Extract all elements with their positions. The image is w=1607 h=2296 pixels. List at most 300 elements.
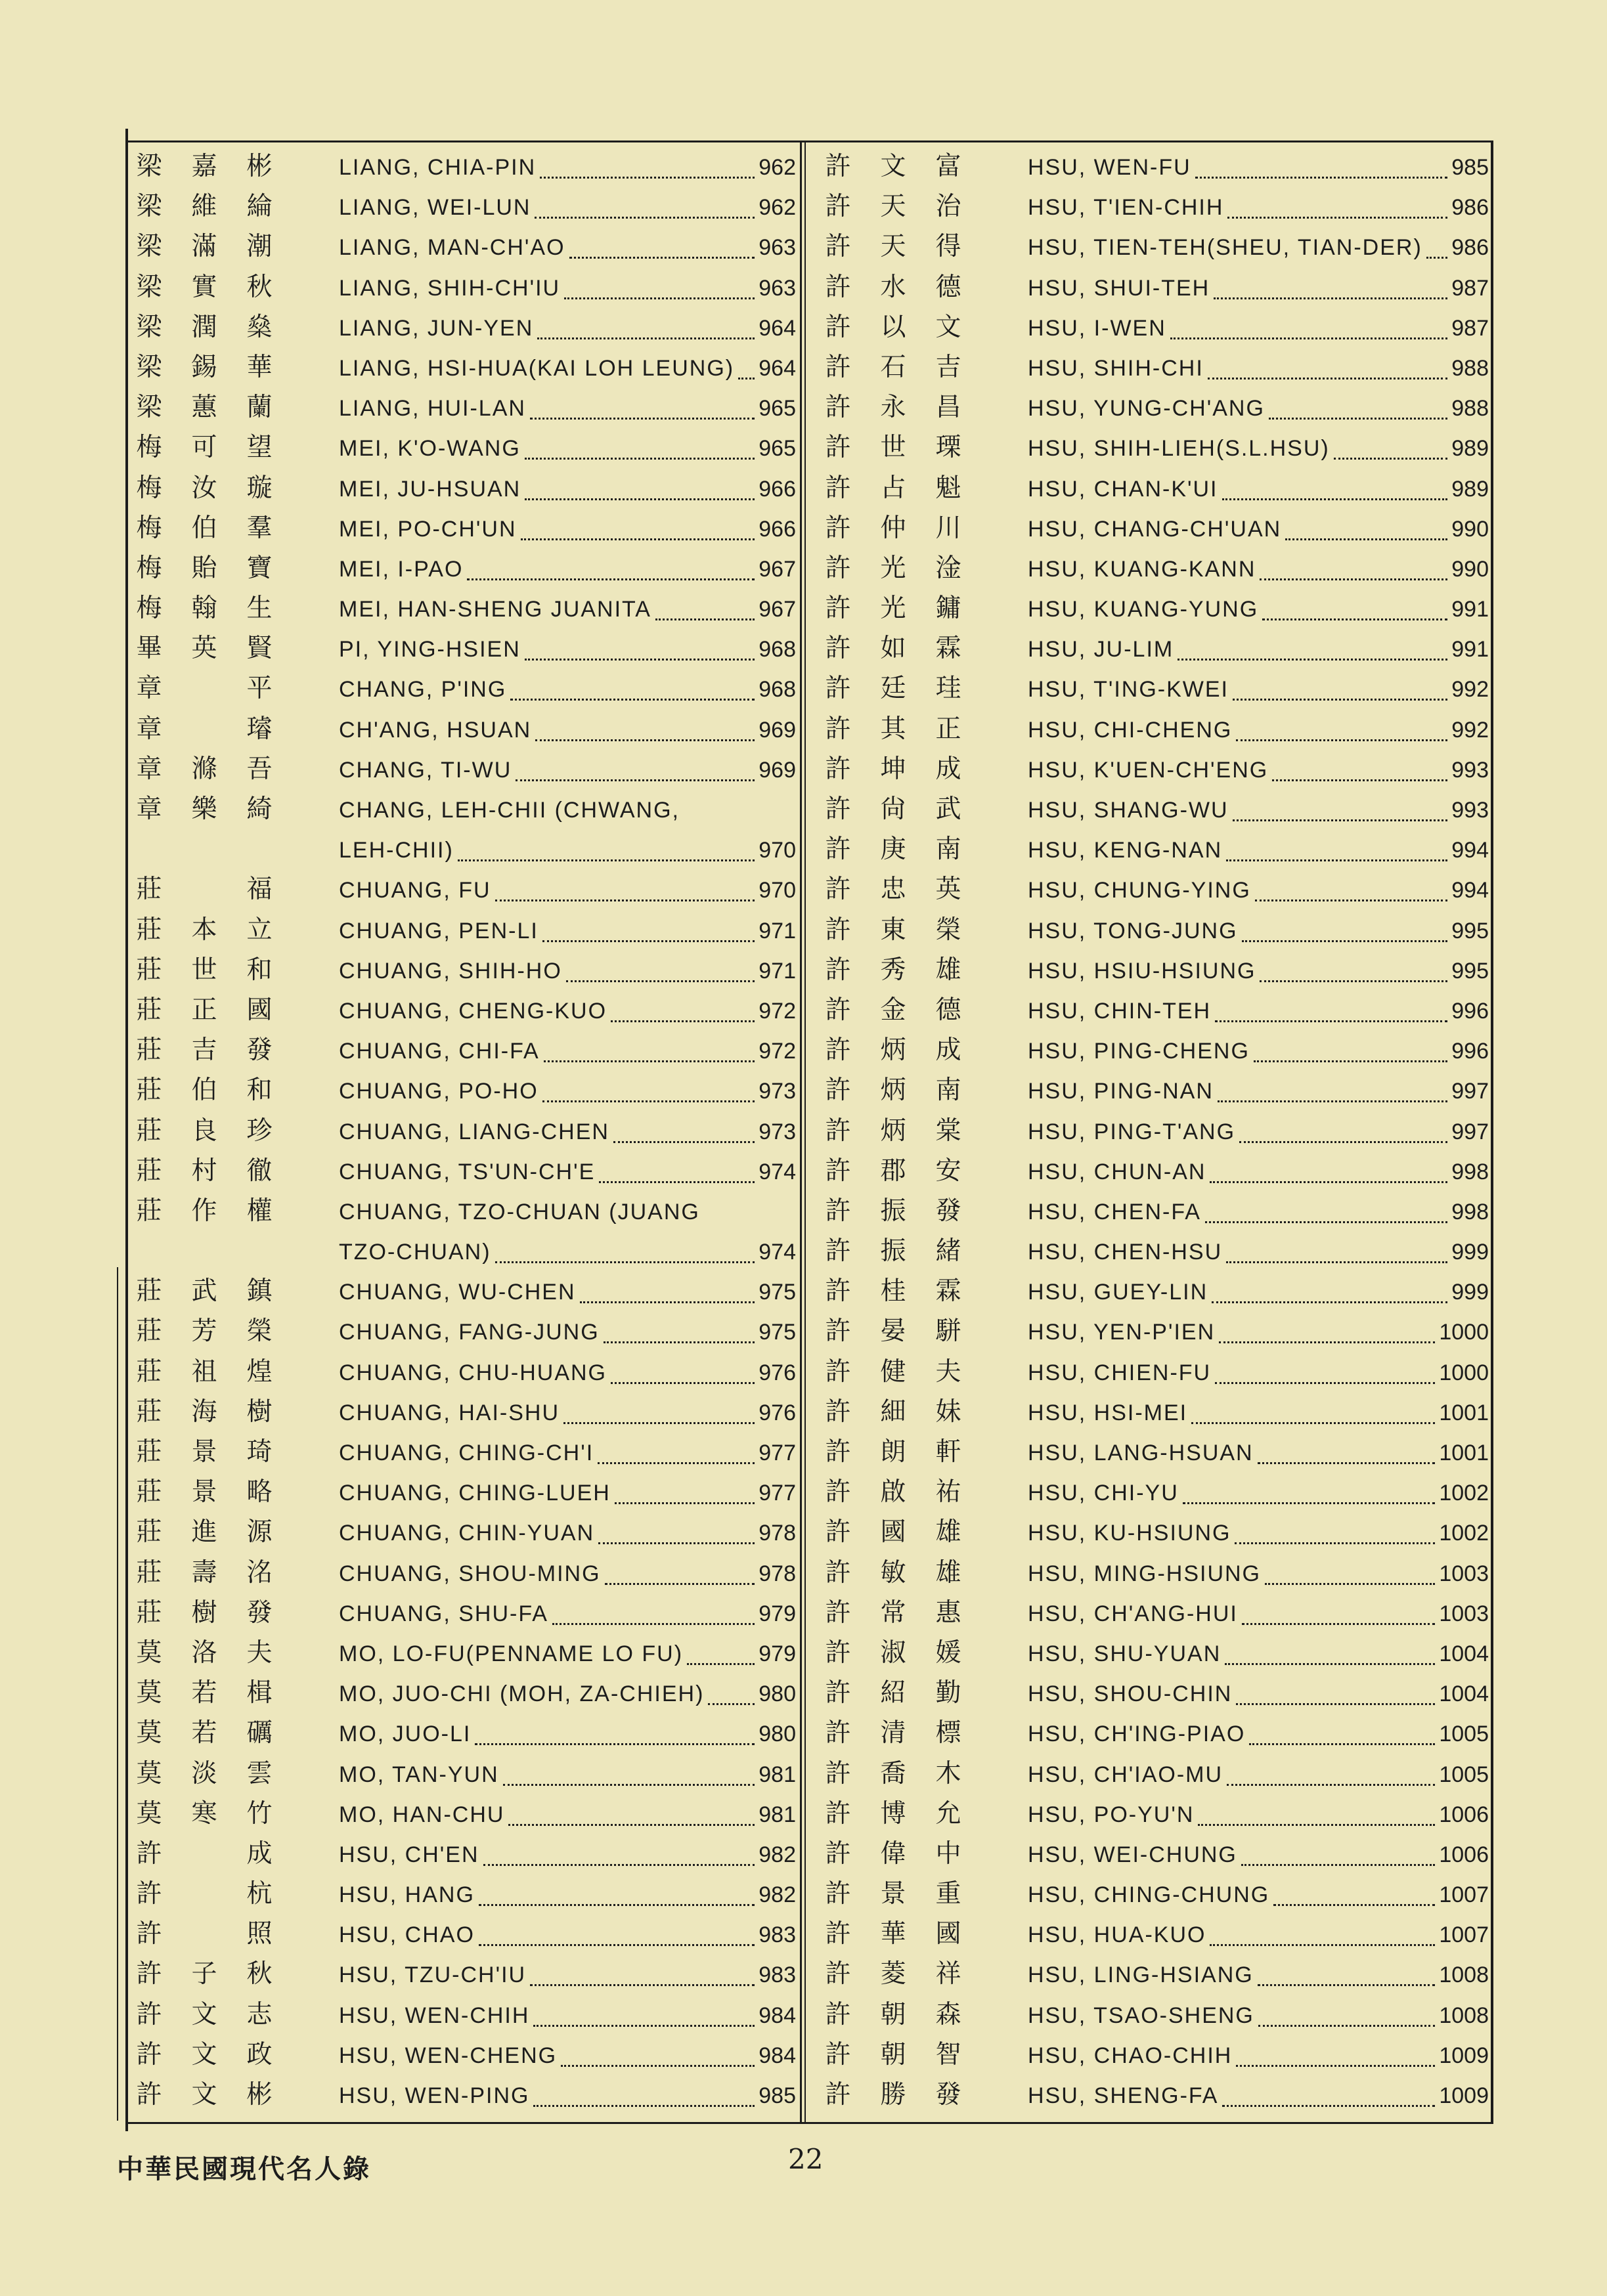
chinese-character: 淦 <box>935 553 961 583</box>
romanized-entry <box>339 1234 796 1270</box>
chinese-name <box>129 1555 280 1592</box>
leader-dots <box>495 898 755 901</box>
index-entry <box>818 1391 1489 1431</box>
page-reference: 989 <box>1451 436 1489 462</box>
chinese-character: 莫 <box>136 1798 162 1829</box>
romanized-entry <box>1028 1475 1489 1511</box>
chinese-character: 彬 <box>246 2080 273 2110</box>
index-entry <box>129 628 796 668</box>
page-reference: 989 <box>1451 476 1489 502</box>
leader-dots <box>1236 1701 1435 1705</box>
page-reference: 1001 <box>1439 1400 1489 1425</box>
chinese-character: 莫 <box>136 1637 162 1668</box>
page-number: 22 <box>788 2143 824 2175</box>
frame-top-rule <box>125 141 1493 142</box>
romanized-entry <box>1028 271 1489 306</box>
index-entry <box>818 708 1489 748</box>
index-entry <box>129 2074 796 2114</box>
chinese-character: 朗 <box>880 1437 906 1467</box>
chinese-character: 秀 <box>880 955 906 985</box>
left-column-index <box>129 146 796 2114</box>
romanized-entry <box>339 953 796 989</box>
chinese-character: 許 <box>825 1517 851 1548</box>
chinese-character: 許 <box>825 553 851 583</box>
romanized-entry <box>339 913 796 949</box>
leader-dots <box>598 1540 755 1544</box>
chinese-character: 略 <box>246 1477 273 1507</box>
romanized-name: CHUANG, CHU-HUANG <box>339 1360 607 1385</box>
page-reference: 1004 <box>1439 1681 1489 1707</box>
chinese-character: 尙 <box>880 794 906 824</box>
chinese-character: 子 <box>191 1959 217 1989</box>
chinese-name <box>129 1153 280 1190</box>
chinese-character: 炳 <box>880 1075 906 1106</box>
chinese-character: 健 <box>880 1356 906 1387</box>
romanized-entry <box>339 873 796 908</box>
leader-dots <box>1242 938 1448 942</box>
chinese-name <box>818 1715 969 1752</box>
chinese-character: 蘭 <box>246 393 273 423</box>
page-reference: 977 <box>759 1481 796 1506</box>
romanized-entry <box>1028 511 1489 547</box>
romanized-name: HSU, SHIH-CHI <box>1028 355 1204 381</box>
chinese-character: 木 <box>935 1758 961 1788</box>
index-entry <box>129 1712 796 1752</box>
leader-dots <box>521 536 755 540</box>
chinese-character: 世 <box>880 433 906 463</box>
leader-dots <box>1285 536 1447 540</box>
chinese-character: 成 <box>246 1838 273 1869</box>
chinese-name <box>818 912 969 949</box>
index-entry <box>129 1391 796 1431</box>
chinese-name <box>129 1273 280 1310</box>
chinese-character: 珍 <box>246 1116 273 1146</box>
page-reference: 1006 <box>1439 1842 1489 1867</box>
chinese-name <box>818 1916 969 1953</box>
romanized-entry <box>1028 993 1489 1029</box>
chinese-character: 莊 <box>136 1517 162 1548</box>
index-entry <box>818 668 1489 708</box>
page-reference: 995 <box>1451 918 1489 943</box>
chinese-character: 許 <box>136 2039 162 2069</box>
index-entry <box>818 1672 1489 1712</box>
romanized-name: MEI, I-PAO <box>339 556 464 582</box>
romanized-name: MEI, HAN-SHENG JUANITA <box>339 597 651 622</box>
chinese-character <box>184 831 225 868</box>
leader-dots <box>542 938 755 942</box>
page-reference: 983 <box>759 1922 796 1948</box>
index-entry <box>818 748 1489 789</box>
page-reference: 992 <box>1451 677 1489 703</box>
index-entry <box>129 387 796 427</box>
chinese-character: 照 <box>246 1919 273 1949</box>
right-column-index <box>818 146 1489 2114</box>
index-entry <box>818 1471 1489 1511</box>
leader-dots <box>611 1380 755 1384</box>
chinese-name <box>129 871 280 908</box>
chinese-character: 梁 <box>136 232 162 262</box>
chinese-character: 梁 <box>136 352 162 382</box>
leader-dots <box>1170 336 1447 339</box>
chinese-character: 章 <box>136 714 162 744</box>
chinese-character: 許 <box>825 754 851 784</box>
chinese-name <box>818 148 969 185</box>
leader-dots <box>530 416 755 420</box>
chinese-character: 許 <box>825 1035 851 1066</box>
chinese-character: 綸 <box>246 192 273 222</box>
romanized-entry <box>1028 1274 1489 1310</box>
leader-dots <box>1183 1500 1436 1504</box>
chinese-character: 標 <box>935 1718 961 1748</box>
index-entry <box>818 949 1489 989</box>
page-reference: 975 <box>759 1280 796 1305</box>
page-reference: 984 <box>759 2043 796 2068</box>
page-reference: 993 <box>1451 798 1489 823</box>
romanized-entry <box>1028 1957 1489 1993</box>
index-entry <box>129 1029 796 1070</box>
page-reference: 1003 <box>1439 1601 1489 1626</box>
romanized-entry <box>1028 2078 1489 2113</box>
romanized-name: MEI, JU-HSUAN <box>339 476 521 502</box>
page-reference: 973 <box>759 1079 796 1104</box>
chinese-character: 正 <box>935 714 961 744</box>
chinese-character: 嘉 <box>191 152 217 181</box>
leader-dots <box>687 1661 755 1665</box>
page-reference: 976 <box>759 1400 796 1425</box>
index-entry <box>129 789 796 829</box>
page-reference: 982 <box>759 1842 796 1867</box>
index-entry <box>818 1632 1489 1672</box>
chinese-character: 許 <box>825 875 851 905</box>
leader-dots <box>1226 857 1447 861</box>
index-entry <box>129 1793 796 1833</box>
romanized-entry <box>1028 873 1489 908</box>
romanized-name: HSU, TSAO-SHENG <box>1028 2003 1254 2028</box>
page-reference: 999 <box>1451 1240 1489 1265</box>
chinese-name <box>129 791 280 828</box>
leader-dots <box>1233 817 1448 821</box>
chinese-character: 羣 <box>246 513 273 543</box>
chinese-character: 榮 <box>246 1316 273 1347</box>
index-entry <box>818 1029 1489 1070</box>
romanized-name: HSU, YEN-P'IEN <box>1028 1320 1216 1345</box>
leader-dots <box>552 1621 755 1625</box>
chinese-character: 許 <box>136 1919 162 1949</box>
chinese-character: 作 <box>191 1196 217 1226</box>
chinese-name <box>818 1997 969 2033</box>
romanized-entry <box>339 712 796 748</box>
romanized-name: HSU, YUNG-CH'ANG <box>1028 396 1265 422</box>
chinese-name <box>818 1153 969 1190</box>
romanized-name: CHUANG, TS'UN-CH'E <box>339 1159 596 1184</box>
index-entry <box>129 146 796 186</box>
page-reference: 985 <box>1451 155 1489 180</box>
chinese-character: 莊 <box>136 1397 162 1427</box>
leader-dots <box>542 1098 755 1102</box>
page-reference: 992 <box>1451 717 1489 743</box>
index-entry <box>818 347 1489 387</box>
romanized-name: HSU, CHI-YU <box>1028 1481 1179 1506</box>
index-entry <box>129 708 796 748</box>
chinese-character: 寶 <box>246 553 273 583</box>
page-reference: 994 <box>1451 878 1489 903</box>
chinese-character: 伯 <box>191 1075 217 1106</box>
romanized-entry <box>339 1797 796 1832</box>
chinese-name <box>129 670 280 707</box>
index-entry <box>129 267 796 307</box>
leader-dots <box>525 456 755 460</box>
chinese-name <box>818 751 969 788</box>
index-entry <box>818 146 1489 186</box>
page-reference: 987 <box>1451 275 1489 301</box>
chinese-name <box>818 1756 969 1792</box>
romanized-name: HSU, SHU-YUAN <box>1028 1641 1222 1666</box>
romanized-name: HSU, HSI-MEI <box>1028 1400 1188 1425</box>
romanized-entry <box>1028 1917 1489 1953</box>
romanized-name: MO, JUO-LI <box>339 1722 472 1747</box>
index-entry <box>818 1070 1489 1110</box>
romanized-entry <box>339 351 796 386</box>
chinese-character: 細 <box>880 1397 906 1427</box>
index-entry <box>129 1873 796 1913</box>
index-entry <box>129 909 796 949</box>
chinese-character: 吉 <box>935 352 961 382</box>
chinese-character: 章 <box>136 754 162 784</box>
index-entry <box>818 1511 1489 1551</box>
chinese-name <box>129 510 280 547</box>
page-reference: 1005 <box>1439 1722 1489 1747</box>
romanized-entry <box>1028 592 1489 627</box>
romanized-name: CHUANG, WU-CHEN <box>339 1280 576 1305</box>
index-entry <box>129 307 796 347</box>
page-reference: 977 <box>759 1440 796 1465</box>
chinese-character: 紹 <box>880 1678 906 1708</box>
left-column-gap-mark <box>117 1267 118 2121</box>
leader-dots <box>1195 175 1448 179</box>
chinese-character: 許 <box>825 834 851 865</box>
page-reference: 964 <box>759 355 796 381</box>
chinese-name <box>818 831 969 868</box>
chinese-character: 朝 <box>880 1999 906 2029</box>
chinese-character: 軒 <box>935 1437 961 1467</box>
chinese-character: 良 <box>191 1116 217 1146</box>
chinese-character: 霖 <box>935 634 961 664</box>
chinese-name <box>129 1193 280 1230</box>
page-reference: 1009 <box>1439 2043 1489 2068</box>
chinese-name <box>818 1072 969 1109</box>
chinese-character: 許 <box>825 192 851 222</box>
romanized-name: HSU, SHOU-CHIN <box>1028 1681 1233 1707</box>
chinese-name <box>129 1113 280 1150</box>
page-reference: 966 <box>759 516 796 542</box>
chinese-character: 雲 <box>246 1758 273 1788</box>
romanized-name: HSU, CHANG-CH'UAN <box>1028 516 1282 542</box>
page-reference: 1000 <box>1439 1360 1489 1385</box>
index-entry <box>129 2034 796 2074</box>
leader-dots <box>1236 737 1447 741</box>
romanized-name: CHUANG, SHU-FA <box>339 1601 548 1626</box>
chinese-name <box>818 1675 969 1712</box>
chinese-character: 梅 <box>136 473 162 503</box>
leader-dots <box>604 1339 755 1343</box>
chinese-name <box>818 188 969 225</box>
chinese-name <box>129 188 280 225</box>
romanized-entry <box>339 2038 796 2073</box>
page-reference: 998 <box>1451 1199 1489 1224</box>
index-entry <box>129 588 796 628</box>
romanized-entry <box>339 1596 796 1632</box>
chinese-character: 許 <box>825 1959 851 1989</box>
chinese-character: 梁 <box>136 192 162 222</box>
chinese-name <box>129 992 280 1029</box>
page-reference: 971 <box>759 918 796 943</box>
chinese-character: 振 <box>880 1236 906 1267</box>
leader-dots <box>479 1942 755 1946</box>
chinese-character: 彬 <box>246 152 273 181</box>
romanized-entry <box>339 1033 796 1069</box>
leader-dots <box>1265 1581 1435 1585</box>
romanized-entry <box>1028 752 1489 788</box>
romanized-entry <box>339 1114 796 1150</box>
chinese-character: 許 <box>825 634 851 664</box>
romanized-name: HSU, TIEN-TEH(SHEU, TIAN-DER) <box>1028 235 1422 261</box>
chinese-character: 貽 <box>191 553 217 583</box>
chinese-character: 潤 <box>191 312 217 342</box>
chinese-character: 章 <box>136 794 162 824</box>
chinese-character: 權 <box>246 1196 273 1226</box>
romanized-entry <box>339 1274 796 1310</box>
chinese-character: 村 <box>191 1156 217 1186</box>
leader-dots <box>708 1701 755 1705</box>
chinese-character: 許 <box>136 1838 162 1869</box>
index-entry <box>129 949 796 989</box>
romanized-name: CHUANG, PO-HO <box>339 1079 539 1104</box>
chinese-character: 許 <box>825 1196 851 1226</box>
chinese-character: 夫 <box>935 1356 961 1387</box>
romanized-entry <box>339 1636 796 1672</box>
index-entry <box>818 1270 1489 1310</box>
chinese-name <box>818 429 969 466</box>
index-entry <box>818 467 1489 508</box>
romanized-entry <box>1028 953 1489 989</box>
page-reference: 969 <box>759 717 796 743</box>
romanized-entry <box>339 1475 796 1511</box>
romanized-entry <box>339 1998 796 2033</box>
chinese-name <box>818 1434 969 1471</box>
index-entry <box>818 829 1489 869</box>
romanized-entry <box>339 1676 796 1712</box>
chinese-character: 川 <box>935 513 961 543</box>
chinese-character: 昌 <box>935 393 961 423</box>
chinese-character <box>129 831 169 868</box>
chinese-character: 庚 <box>880 834 906 865</box>
index-entry <box>129 1471 796 1511</box>
page-reference: 999 <box>1451 1280 1489 1305</box>
index-entry <box>818 2034 1489 2074</box>
romanized-name: HSU, WEN-PING <box>339 2083 530 2108</box>
chinese-name <box>129 1916 280 1953</box>
romanized-name: HSU, HUA-KUO <box>1028 1922 1206 1948</box>
romanized-entry <box>1028 1596 1489 1632</box>
chinese-character: 許 <box>136 1999 162 2029</box>
chinese-character: 以 <box>880 312 906 342</box>
chinese-character <box>239 831 280 868</box>
chinese-character: 英 <box>191 634 217 664</box>
romanized-name: HSU, SHUI-TEH <box>1028 275 1210 301</box>
page-reference: 991 <box>1451 637 1489 662</box>
chinese-character: 寒 <box>191 1798 217 1829</box>
chinese-name <box>818 269 969 306</box>
chinese-name <box>818 630 969 667</box>
chinese-character <box>184 871 225 908</box>
index-entry <box>818 2074 1489 2114</box>
index-entry <box>818 1351 1489 1391</box>
leader-dots <box>1236 2063 1435 2067</box>
chinese-character: 清 <box>880 1718 906 1748</box>
romanized-entry <box>339 752 796 788</box>
romanized-entry <box>1028 311 1489 346</box>
leader-dots <box>563 1420 755 1424</box>
chinese-character: 許 <box>825 1718 851 1748</box>
page-reference: 994 <box>1451 838 1489 863</box>
index-entry <box>129 989 796 1029</box>
chinese-character <box>184 711 225 748</box>
romanized-name: LIANG, SHIH-CH'IU <box>339 275 561 301</box>
chinese-character: 炳 <box>880 1035 906 1066</box>
leader-dots <box>611 1018 755 1022</box>
page-reference: 987 <box>1451 315 1489 341</box>
romanized-entry <box>1028 833 1489 868</box>
index-entry <box>129 1833 796 1873</box>
chinese-character: 若 <box>191 1678 217 1708</box>
chinese-name <box>129 1836 280 1873</box>
index-entry <box>129 508 796 548</box>
chinese-name <box>818 1354 969 1391</box>
chinese-name <box>818 1796 969 1832</box>
chinese-character: 滿 <box>191 232 217 262</box>
chinese-character: 許 <box>825 674 851 704</box>
leader-dots <box>613 1139 755 1143</box>
chinese-name <box>129 470 280 507</box>
chinese-character: 秋 <box>246 272 273 302</box>
romanized-name: HSU, LANG-HSUAN <box>1028 1440 1254 1465</box>
chinese-character: 世 <box>191 955 217 985</box>
page-reference: 985 <box>759 2083 796 2108</box>
chinese-character: 許 <box>825 352 851 382</box>
page-reference: 963 <box>759 235 796 261</box>
chinese-character: 可 <box>191 433 217 463</box>
romanized-name: PI, YING-HSIEN <box>339 637 521 662</box>
chinese-name <box>818 1514 969 1551</box>
chinese-character: 進 <box>191 1517 217 1548</box>
page-reference: 967 <box>759 556 796 582</box>
romanized-name: CHUANG, CHING-LUEH <box>339 1481 611 1506</box>
chinese-character: 鏞 <box>935 594 961 624</box>
romanized-name: HSU, WEN-CHIH <box>339 2003 530 2028</box>
chinese-character: 治 <box>935 192 961 222</box>
page-reference: 990 <box>1451 556 1489 582</box>
page-reference: 993 <box>1451 757 1489 783</box>
book-title: 中華民國現代名人錄 <box>117 2154 371 2184</box>
romanized-entry <box>1028 1877 1489 1913</box>
romanized-name: CHUANG, FANG-JUNG <box>339 1320 600 1345</box>
romanized-entry <box>339 230 796 265</box>
romanized-name: HSU, HSIU-HSIUNG <box>1028 958 1256 984</box>
page-reference: 978 <box>759 1521 796 1546</box>
romanized-name: MO, HAN-CHU <box>339 1802 505 1827</box>
index-entry <box>818 869 1489 909</box>
romanized-name: HSU, MING-HSIUNG <box>1028 1561 1261 1586</box>
